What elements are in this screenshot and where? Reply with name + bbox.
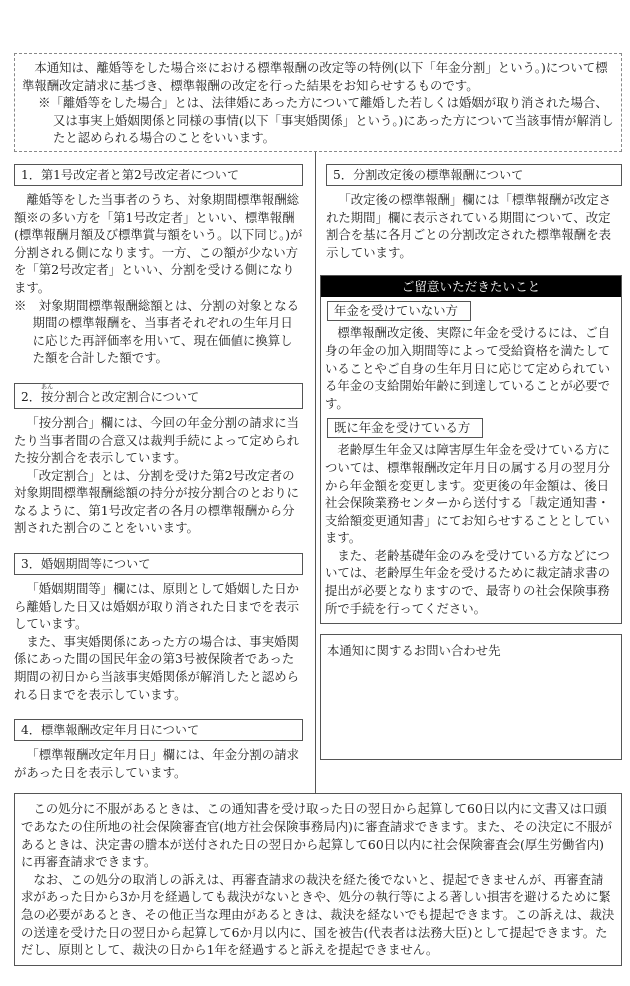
section-2-title-ruby-base: 按 [40,389,54,404]
section-2-text-1: 「按分割合」欄には、今回の年金分割の請求に当たり当事者間の合意又は裁判手続によって定められた按分割合を表示しています。 [14,414,299,466]
section-1-note: ※ 対象期間標準報酬総額とは、分割の対象となる期間の標準報酬を、当事者それぞれの生年月日に応じた再評価率を用いて、現在価値に換算した額を合計した額です。 [14,297,299,366]
notice-box [320,275,622,624]
notice-group-2-label: 既に年金を受けている方 [327,418,483,438]
intro-box [14,53,622,152]
section-2 [14,383,303,537]
notice-group-2-text-2: また、老齢基礎年金のみを受けている方などについては、老齢厚生年金を受けるために裁定請求書の提出が必要となりますので、最寄りの社会保険事務所で手続を行ってください。 [325,547,610,616]
section-3-text-2: また、事実婚関係にあった方の場合は、事実婚関係にあった間の国民年金の第3号被保険者であった期間の初日から当該事実婚関係が解消したと認められる日までを表示しています。 [14,633,299,702]
section-4-title: 4．標準報酬改定年月日について [14,719,303,741]
section-1-title: 1．第1号改定者と第2号改定者について [14,164,303,186]
contact-box [320,634,622,760]
notice-title: ご留意いただきたいこと [321,276,621,297]
two-column-area [14,152,622,793]
right-column [316,152,622,793]
contact-title: 本通知に関するお問い合わせ先 [327,643,501,659]
left-column [14,152,316,793]
appeal-text-1: この処分に不服があるときは、この通知書を受け取った日の翌日から起算して60日以内に文書又は口頭であなたの住所地の社会保険審査官(地方社会保険事務局内)に審査請求できます。また、その決定に不服があるときは、決定書の謄本が送付された日の翌日から起算して60日以内に社会保険審査会(厚生労働省内)に再審査請求できます。 [21,801,613,870]
section-3-text-1: 「婚姻期間等」欄には、原則として婚姻した日から離婚した日又は婚姻が取り消された日までを表示しています。 [14,581,299,632]
appeal-box [14,793,622,965]
section-2-title [14,383,303,409]
appeal-text-2: なお、この処分の取消しの訴えは、再審査請求の裁決を経た後でないと、提起できませんが、再審査請求があった日から3か月を経過しても裁決がないときや、処分の執行等による著しい損害を避けるために緊急の必要があるとき、その他正当な理由があるときは、裁決を経ないでも提起できます。この訴えは、裁決の送達を受けた日の翌日から起算して6か月以内に、国を被告(代表者は法務大臣)として提起できます。ただし、原則として、裁決の日から1年を経過すると訴えを提起できません。 [21,871,615,958]
section-1 [14,164,303,367]
section-5-title: 5．分割改定後の標準報酬について [326,164,622,186]
intro-text: 本通知は、離婚等をした場合※における標準報酬の改定等の特例(以下「年金分割」という。)について標準報酬改定請求に基づき、標準報酬の改定を行った結果をお知らせするものです。 [22,60,608,93]
section-2-title-prefix: 2． [21,389,41,404]
section-2-title-ruby [40,383,54,404]
section-3 [14,553,303,703]
notice-group-1-label: 年金を受けていない方 [327,301,471,321]
section-2-title-rest: 分割合と改定割合について [53,389,200,404]
section-1-text: 離婚等をした当事者のうち、対象期間標準報酬総額※の多い方を「第1号改定者」といい、標準報酬(標準報酬月額及び標準賞与額をいう。以下同じ。)が分割される側になります。一方、この額が少ない方を「第2号改定者」といい、分割を受ける側になります。 [14,191,303,295]
notice-group-2-text-1: 老齢厚生年金又は障害厚生年金を受けている方については、標準報酬改定年月日の属する月の翌月分から年金額を変更します。変更後の年金額は、後日社会保険業務センターから送付する「裁定通知書・支給額変更通知書」にてお知らせすることとしています。 [325,442,610,546]
section-2-text-2: 「改定割合」とは、分割を受けた第2号改定者の対象期間標準報酬総額の持分が按分割合のとおりになるように、第1号改定者の各月の標準報酬から分割された割合のことをいいます。 [14,467,299,536]
notice-group-1-text: 標準報酬改定後、実際に年金を受けるには、ご自身の年金の加入期間等によって受給資格を満たしていることやご自身の生年月日に応じて定められている年金の支給開始年齢に到達していることが必要です。 [325,325,610,411]
intro-note: ※「離婚等をした場合」とは、法律婚にあった方について離婚した若しくは婚姻が取り消された場合、又は事実上婚姻関係と同様の事情(以下「事実婚関係」という。)にあった方について当該事情が解消したと認められる場合のことをいいます。 [38,95,614,146]
section-5 [320,164,622,261]
section-2-title-ruby-reading: あん [40,383,54,391]
section-4-text: 「標準報酬改定年月日」欄には、年金分割の請求があった日を表示しています。 [14,747,299,780]
section-4 [14,719,303,781]
section-5-text: 「改定後の標準報酬」欄には「標準報酬が改定された期間」欄に表示されている期間について、改定割合を基に各月ごとの分割改定された標準報酬を表示しています。 [326,191,611,260]
section-3-title: 3．婚姻期間等について [14,553,303,575]
